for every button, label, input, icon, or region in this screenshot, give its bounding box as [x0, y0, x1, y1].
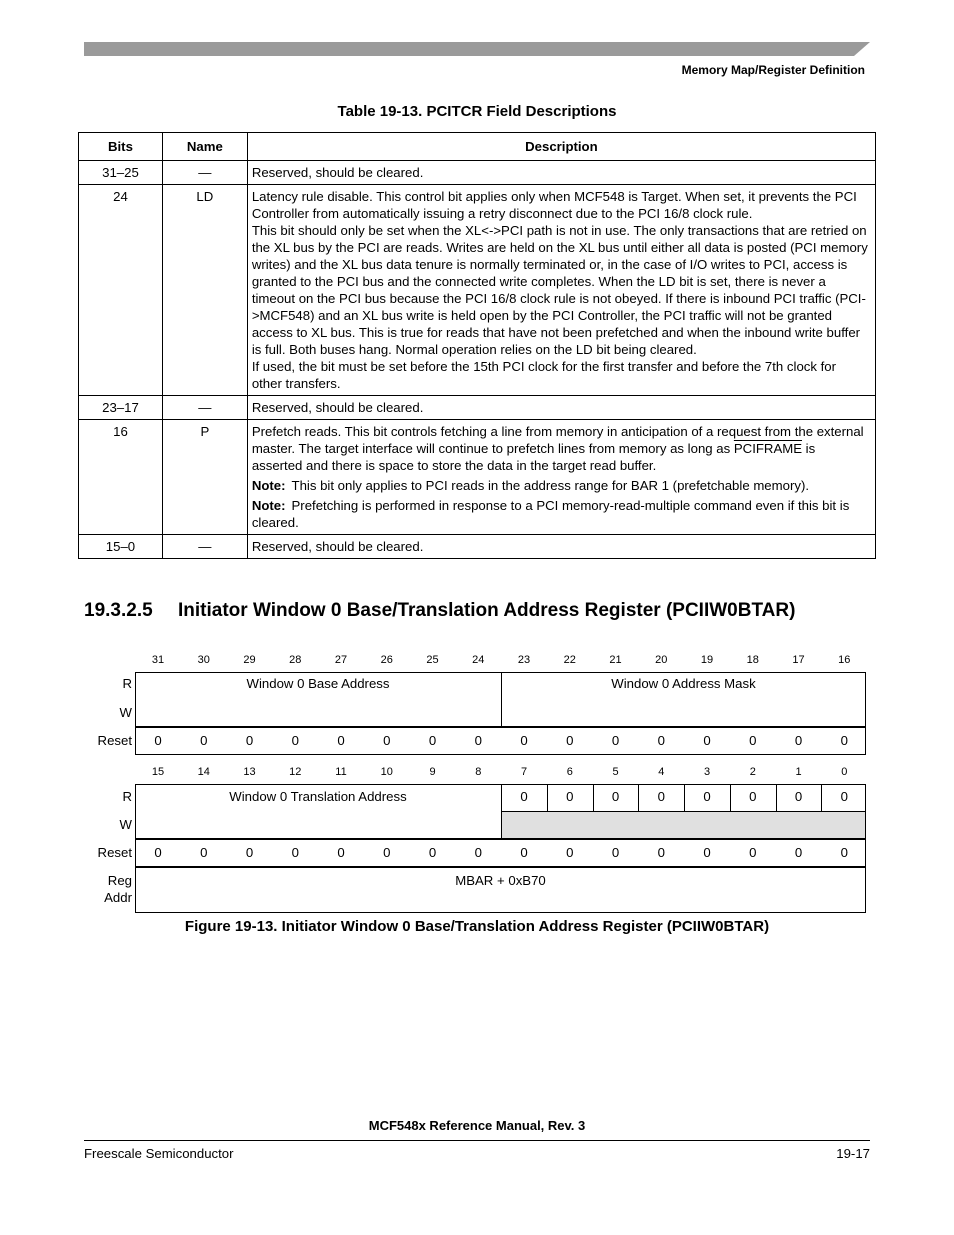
- reset-value: 0: [657, 733, 665, 748]
- bit-number: 10: [380, 766, 393, 778]
- description-paragraph: If used, the bit must be set before the 15th PCI clock for the first transfer and before the 7th clock for other transfers.: [251, 359, 837, 391]
- description-paragraph: [252, 423, 869, 474]
- field-name-translation-address: Window 0 Translation Address: [229, 789, 407, 804]
- bit-number: 12: [289, 766, 302, 778]
- bit-number: 23: [517, 654, 531, 666]
- reset-value: 0: [794, 733, 803, 748]
- bit-number: 19: [700, 654, 714, 666]
- reset-value: 0: [383, 733, 391, 748]
- table-header-row: [79, 133, 876, 161]
- table-row: [79, 185, 876, 396]
- reset-value: 0: [566, 733, 574, 748]
- bit-number: 24: [472, 654, 485, 666]
- bit-number: 30: [197, 654, 210, 666]
- reset-value: 0: [337, 733, 345, 748]
- cell-name: —: [162, 396, 247, 420]
- bit-number: 5: [612, 766, 619, 778]
- section-heading: [84, 600, 795, 622]
- reset-value: 0: [291, 845, 299, 860]
- reset-value: 0: [154, 733, 162, 748]
- reset-value: 0: [520, 845, 528, 860]
- reset-value: 0: [520, 733, 528, 748]
- cell-bits: 24: [79, 185, 163, 396]
- cell-description: [247, 396, 875, 420]
- register-address: MBAR + 0xB70: [455, 873, 546, 888]
- cell-bits: 15–0: [79, 535, 163, 559]
- row-label-write: W: [119, 817, 132, 832]
- cell-name: —: [162, 535, 247, 559]
- footer-rule: [84, 1140, 870, 1141]
- bit-number: 29: [243, 654, 256, 666]
- bit-number: 0: [841, 766, 848, 778]
- reset-value: 0: [383, 845, 391, 860]
- row-label-read: R: [122, 676, 132, 691]
- reset-value: 0: [566, 845, 574, 860]
- cell-bits: 16: [79, 420, 163, 535]
- bit-number: 17: [792, 654, 805, 666]
- bit-number: 18: [746, 654, 759, 666]
- cell-name: LD: [162, 185, 247, 396]
- description-paragraph: Reserved, should be cleared.: [251, 165, 424, 180]
- note-label: Note:: [251, 478, 286, 493]
- note-text: This bit only applies to PCI reads in the address range for BAR 1 (prefetchable memory).: [291, 478, 810, 493]
- reset-value: 0: [337, 845, 345, 860]
- bit-number: 25: [426, 654, 439, 666]
- bit-number: 14: [197, 766, 210, 778]
- reset-value: 0: [245, 733, 254, 748]
- note-label: Note:: [251, 498, 286, 513]
- reset-value: 0: [840, 733, 848, 748]
- footer-title: MCF548x Reference Manual, Rev. 3: [368, 1118, 586, 1133]
- row-label-read: R: [122, 789, 132, 804]
- note: [252, 497, 869, 531]
- reset-value: 0: [291, 733, 299, 748]
- description-paragraph: Latency rule disable. This control bit applies only when MCF548 is Target. When set, it prevents the PCI Controller from automatically issuing a retry disconnect due to the PCI 16/8 clock rule.: [251, 189, 857, 221]
- field-name-base-address: Window 0 Base Address: [246, 676, 390, 691]
- cell-description: [247, 161, 875, 185]
- bit-number: 9: [429, 766, 436, 778]
- bit-number: 7: [520, 766, 528, 778]
- bit-number: 11: [335, 766, 347, 778]
- running-head: Memory Map/Register Definition: [681, 63, 865, 77]
- table-row: [79, 420, 876, 535]
- cell-name: —: [162, 161, 247, 185]
- readonly-bit-value: 0: [840, 789, 848, 804]
- cell-bits: 23–17: [79, 396, 163, 420]
- reset-value: 0: [611, 845, 620, 860]
- bit-number: 2: [749, 766, 756, 778]
- reset-value: 0: [749, 733, 757, 748]
- readonly-bit-value: 0: [520, 789, 528, 804]
- bit-number: 27: [334, 654, 348, 666]
- unused-write-field: [501, 811, 866, 839]
- note: [252, 477, 869, 494]
- field-description-table: [78, 132, 876, 559]
- description-paragraph: Reserved, should be cleared.: [251, 400, 424, 415]
- row-label-write: W: [119, 705, 132, 720]
- bit-number: 16: [838, 654, 851, 666]
- bit-number: 1: [795, 766, 802, 778]
- cell-description: [247, 420, 875, 535]
- bit-number: 4: [658, 766, 665, 778]
- row-label-reset: Reset: [97, 733, 132, 748]
- cell-bits: 31–25: [79, 161, 163, 185]
- reset-value: 0: [200, 733, 208, 748]
- reset-value: 0: [428, 845, 437, 860]
- description-text: Prefetch reads. This bit controls fetching a line from memory in anticipation of a request from the external master. The target interface will continue to prefetch lines from memory as long as: [251, 424, 864, 456]
- cell-description: [247, 185, 875, 396]
- reset-value: 0: [657, 845, 665, 860]
- row-label-addr: Addr: [104, 890, 132, 905]
- table-row: [79, 161, 876, 185]
- readonly-bit-value: 0: [794, 789, 803, 804]
- header-bar: [84, 42, 870, 56]
- reset-value: 0: [245, 845, 254, 860]
- bit-number: 6: [566, 766, 573, 778]
- figure-caption: Figure 19-13. Initiator Window 0 Base/Translation Address Register (PCIIW0BTAR): [184, 918, 770, 935]
- bit-number: 3: [703, 766, 711, 778]
- readonly-bit-value: 0: [566, 789, 574, 804]
- bit-number: 31: [151, 654, 165, 666]
- bit-number: 15: [151, 766, 165, 778]
- bit-number: 22: [563, 654, 576, 666]
- bit-number: 20: [655, 654, 668, 666]
- readonly-bit-value: 0: [749, 789, 757, 804]
- readonly-bit-value: 0: [703, 789, 711, 804]
- row-label-reg: Reg: [107, 873, 132, 888]
- bit-number: 28: [289, 654, 302, 666]
- bit-number: 13: [243, 766, 256, 778]
- bit-number: 21: [609, 654, 622, 666]
- section-number: 19.3.2.5: [84, 600, 153, 621]
- cell-name: P: [162, 420, 247, 535]
- reset-value: 0: [611, 733, 620, 748]
- readonly-bit-value: 0: [611, 789, 620, 804]
- column-header-description: Description: [247, 133, 875, 161]
- description-text: is asserted and there is space to store the data in the target read buffer.: [251, 441, 816, 473]
- reset-value: 0: [200, 845, 208, 860]
- cell-description: [247, 535, 875, 559]
- footer-publisher: Freescale Semiconductor: [84, 1146, 234, 1161]
- bit-number: 8: [475, 766, 482, 778]
- reset-value: 0: [840, 845, 848, 860]
- reset-value: 0: [428, 733, 437, 748]
- description-paragraph: This bit should only be set when the XL<->PCI path is not in use. The only transactions that are retried on the XL bus by the PCI are reads. Writes are held on the XL bus until either all data is posted (PCI memory writes) and the XL bus data tenure is normally terminated or, in the case of I/O writes to PCI, access is granted to the PCI bus and the connected write completes. When the LD bit is set, there is never a timeout on the PCI bus because the PCI 16/8 clock rule is not obeyed. If there is inbound PCI traffic (PCI->MCF548) and an XL bus write is held open by the PCI Controller, the PCI traffic will not be granted access to XL bus. This is true for reads that have not been prefetched and when the inbound write buffer is full. Both buses hang. Normal operation relies on the LD bit being cleared.: [251, 223, 868, 357]
- column-header-name: Name: [162, 133, 247, 161]
- readonly-bit-value: 0: [657, 789, 665, 804]
- reset-value: 0: [703, 845, 711, 860]
- footer-page-number: 19-17: [836, 1146, 870, 1161]
- description-paragraph: Reserved, should be cleared.: [251, 539, 424, 554]
- signal-name: PCIFRAME: [733, 441, 803, 456]
- table-row: [79, 535, 876, 559]
- reset-value: 0: [749, 845, 757, 860]
- reset-value: 0: [474, 733, 482, 748]
- field-name-address-mask: Window 0 Address Mask: [611, 676, 756, 691]
- note-text: Prefetching is performed in response to a PCI memory-read-multiple command even if this bit is cleared.: [251, 498, 850, 530]
- reset-value: 0: [703, 733, 711, 748]
- reset-value: 0: [794, 845, 803, 860]
- reset-value: 0: [154, 845, 162, 860]
- section-title: Initiator Window 0 Base/Translation Address Register (PCIIW0BTAR): [178, 600, 796, 621]
- row-label-reset: Reset: [97, 845, 132, 860]
- column-header-bits: Bits: [79, 133, 163, 161]
- table-row: [79, 396, 876, 420]
- bit-number: 26: [380, 654, 393, 666]
- reset-value: 0: [474, 845, 482, 860]
- table-caption: Table 19-13. PCITCR Field Descriptions: [337, 103, 617, 120]
